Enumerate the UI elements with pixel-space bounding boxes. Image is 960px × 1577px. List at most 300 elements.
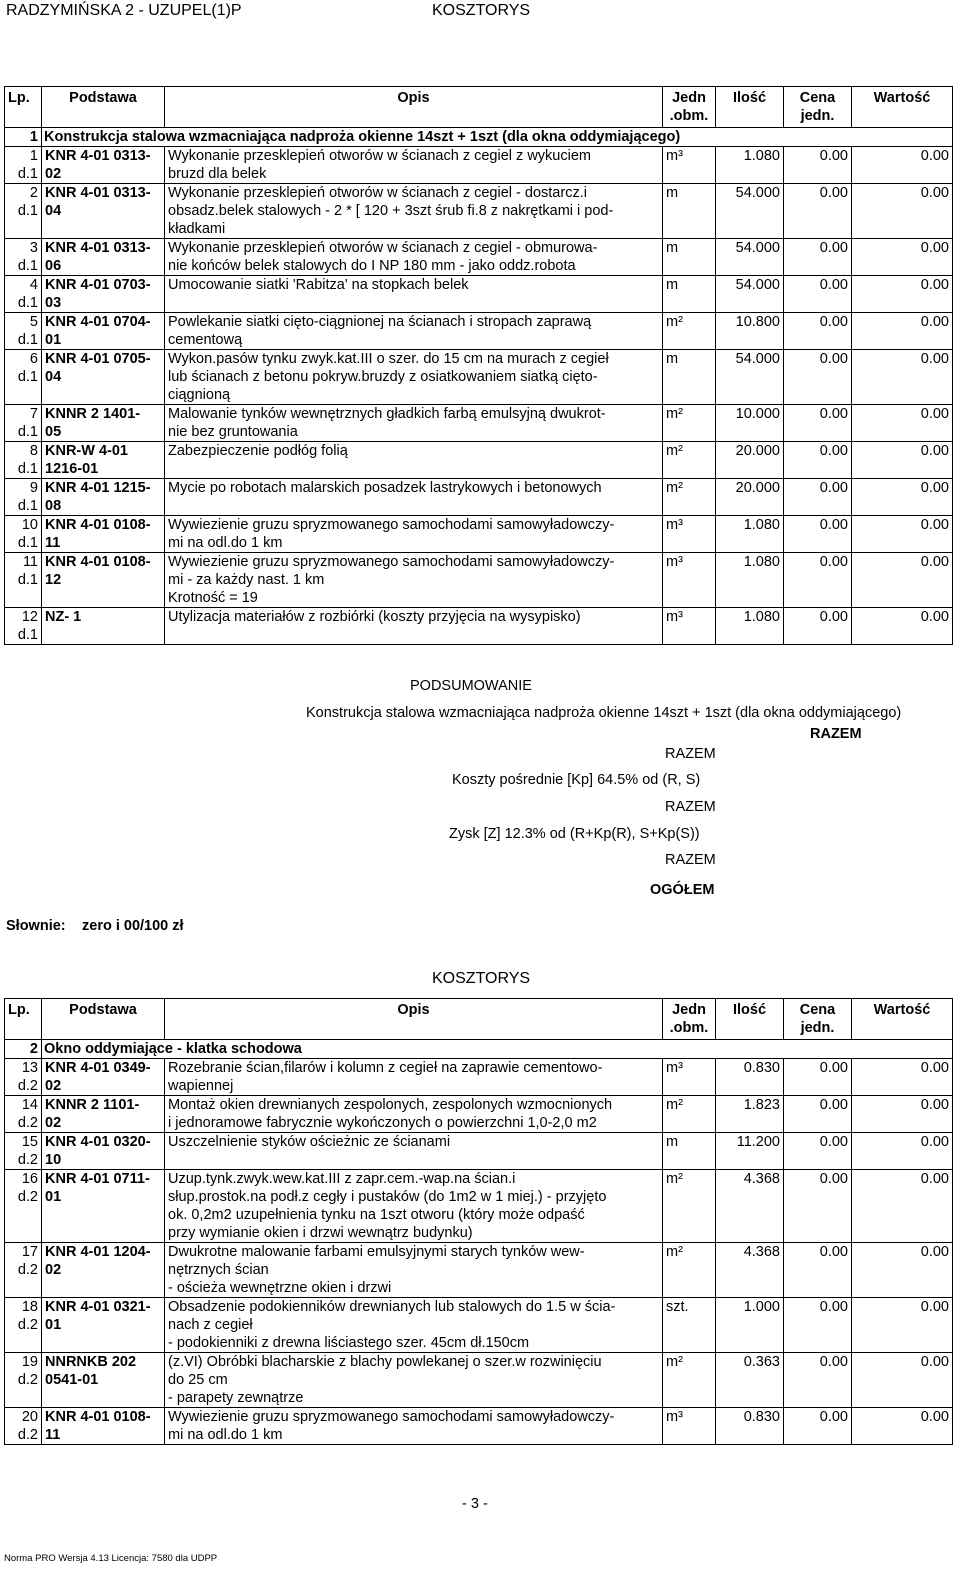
description-line: słup.prostok.na podł.z cegły i pustaków (do 1m2 w 1 miej.) - przyjęto: [168, 1189, 607, 1205]
row-number: 5: [29, 314, 38, 330]
description-cell: [165, 479, 663, 516]
row-number: 3: [29, 240, 38, 256]
basis-cell: [42, 1059, 165, 1096]
section-row: [5, 1040, 953, 1059]
row-section-ref: d.1: [17, 424, 38, 440]
description-line: przy wymianie okien i drzwi wewnątrz budynku): [168, 1225, 473, 1241]
row-section-ref: d.1: [17, 295, 38, 311]
row-number: 20: [21, 1409, 38, 1425]
quantity-cell: 1.080: [716, 553, 784, 608]
description-cell: [165, 1298, 663, 1353]
value-cell: 0.00: [852, 1133, 953, 1170]
value-cell: 0.00: [852, 147, 953, 184]
value-cell: 0.00: [852, 184, 953, 239]
unit-cell: m³: [663, 516, 716, 553]
basis-cell: [42, 1170, 165, 1243]
col-podstawa: Podstawa: [42, 999, 165, 1040]
row-number: 19: [21, 1354, 38, 1370]
row-number: 15: [21, 1134, 38, 1150]
page-number: - 3 -: [462, 1496, 488, 1512]
row-number: 13: [21, 1060, 38, 1076]
row-section-ref: d.1: [17, 535, 38, 551]
col-wartosc: Wartość: [852, 87, 953, 128]
section-title: Okno oddymiające - klatka schodowa: [42, 1040, 953, 1059]
col-podstawa: Podstawa: [42, 87, 165, 128]
description-line: Wywiezienie gruzu spryzmowanego samochodami samowyładowczy-: [168, 554, 615, 570]
unit-cell: m²: [663, 313, 716, 350]
basis-code: NZ- 1: [45, 609, 82, 625]
table-row: [5, 1170, 953, 1243]
row-number: 12: [21, 609, 38, 625]
description-line: lub ścianach z betonu pokryw.bruzdy z osiatkowaniem siatką cięto-: [168, 369, 598, 385]
basis-code-suffix: 11: [45, 535, 61, 551]
unit-cell: m: [663, 350, 716, 405]
quantity-cell: 20.000: [716, 479, 784, 516]
unit-cell: m: [663, 184, 716, 239]
description-line: Umocowanie siatki 'Rabitza' na stopkach belek: [168, 277, 469, 293]
basis-code-suffix: 12: [45, 572, 62, 588]
basis-code: KNR 4-01 1204-: [45, 1244, 151, 1260]
row-number-cell: [5, 1170, 42, 1243]
table-row: [5, 1298, 953, 1353]
table-row: [5, 1408, 953, 1445]
description-line: i jednoramowe fabrycznie wykończonych o powierzchni 1,0-2,0 m2: [168, 1115, 597, 1131]
basis-code: KNNR 2 1401-: [45, 406, 141, 422]
row-number: 7: [29, 406, 38, 422]
table-row: [5, 1096, 953, 1133]
row-number-cell: [5, 350, 42, 405]
description-cell: [165, 442, 663, 479]
col-opis: Opis: [165, 87, 663, 128]
basis-code-suffix: 04: [45, 369, 62, 385]
table-header-row: [5, 87, 953, 128]
unit-price-cell: 0.00: [784, 1133, 852, 1170]
description-cell: [165, 516, 663, 553]
row-number-cell: [5, 276, 42, 313]
unit-cell: m²: [663, 1243, 716, 1298]
table-row: [5, 239, 953, 276]
quantity-cell: 0.830: [716, 1408, 784, 1445]
row-number: 8: [29, 443, 38, 459]
unit-price-cell: 0.00: [784, 1298, 852, 1353]
description-line: ciągnioną: [168, 387, 231, 403]
row-number-cell: [5, 1243, 42, 1298]
basis-cell: [42, 1243, 165, 1298]
summary-title: PODSUMOWANIE: [410, 678, 532, 694]
value-cell: 0.00: [852, 479, 953, 516]
quantity-cell: 0.830: [716, 1059, 784, 1096]
row-number: 6: [29, 351, 38, 367]
unit-cell: m: [663, 276, 716, 313]
basis-code-suffix: 02: [45, 1078, 62, 1094]
row-section-ref: d.1: [17, 572, 38, 588]
col-ilosc: Ilość: [716, 87, 784, 128]
row-number-cell: [5, 184, 42, 239]
basis-code: KNR 4-01 0703-: [45, 277, 151, 293]
description-cell: [165, 184, 663, 239]
description-cell: [165, 1170, 663, 1243]
value-cell: 0.00: [852, 1170, 953, 1243]
basis-code-suffix: 02: [45, 1262, 62, 1278]
basis-code-suffix: 01: [45, 332, 62, 348]
unit-price-cell: 0.00: [784, 1170, 852, 1243]
document-type-2: KOSZTORYS: [432, 970, 531, 987]
value-cell: 0.00: [852, 1059, 953, 1096]
basis-code: KNR 4-01 0321-: [45, 1299, 151, 1315]
row-section-ref: d.2: [17, 1317, 38, 1333]
description-cell: [165, 313, 663, 350]
value-cell: 0.00: [852, 239, 953, 276]
summary-razem-2: RAZEM: [665, 799, 716, 815]
document-type: KOSZTORYS: [432, 2, 531, 19]
unit-price-cell: 0.00: [784, 1408, 852, 1445]
slownie-label: Słownie:: [6, 918, 66, 934]
basis-code: KNR 4-01 0711-: [45, 1171, 150, 1187]
unit-cell: m²: [663, 405, 716, 442]
row-section-ref: d.1: [17, 166, 38, 182]
description-line: Wywiezienie gruzu spryzmowanego samochodami samowyładowczy-: [168, 1409, 615, 1425]
unit-price-cell: 0.00: [784, 1096, 852, 1133]
summary-ogolem: OGÓŁEM: [650, 882, 715, 898]
basis-code-suffix: 06: [45, 258, 62, 274]
row-number-cell: [5, 1353, 42, 1408]
footer-note: Norma PRO Wersja 4.13 Licencja: 7580 dla UDPP: [4, 1553, 218, 1564]
row-number-cell: [5, 147, 42, 184]
description-cell: [165, 608, 663, 645]
basis-cell: [42, 553, 165, 608]
value-cell: 0.00: [852, 276, 953, 313]
summary-subtitle: Konstrukcja stalowa wzmacniająca nadproża okienne 14szt + 1szt (dla okna oddymiającego): [306, 705, 902, 721]
description-line: obsadz.belek stalowych - 2 * [ 120 + 3szt śrub fi.8 z nakrętkami i pod-: [168, 203, 614, 219]
table-row: [5, 350, 953, 405]
unit-price-cell: 0.00: [784, 608, 852, 645]
row-number-cell: [5, 553, 42, 608]
description-line: Obsadzenie podokienników drewnianych lub stalowych do 1.5 w ścia-: [168, 1299, 616, 1315]
description-line: bruzd dla belek: [168, 166, 267, 182]
row-number-cell: [5, 1096, 42, 1133]
unit-price-cell: 0.00: [784, 405, 852, 442]
col-cena: Cena jedn.: [784, 999, 852, 1040]
basis-code: KNR 4-01 0320-: [45, 1134, 151, 1150]
col-jedn: Jedn .obm.: [663, 87, 716, 128]
basis-code-suffix: 01: [45, 1189, 62, 1205]
row-section-ref: d.2: [17, 1372, 38, 1388]
description-line: Dwukrotne malowanie farbami emulsyjnymi starych tynków wew-: [168, 1244, 585, 1260]
row-section-ref: d.1: [17, 332, 38, 348]
basis-code-suffix: 02: [45, 166, 62, 182]
unit-price-cell: 0.00: [784, 184, 852, 239]
unit-cell: m³: [663, 1059, 716, 1096]
value-cell: 0.00: [852, 442, 953, 479]
table-row: [5, 1059, 953, 1096]
col-lp: Lp.: [5, 999, 42, 1040]
basis-code: KNR 4-01 0108-: [45, 554, 151, 570]
quantity-cell: 54.000: [716, 350, 784, 405]
row-section-ref: d.1: [17, 369, 38, 385]
quantity-cell: 1.080: [716, 516, 784, 553]
row-number-cell: [5, 1133, 42, 1170]
unit-price-cell: 0.00: [784, 442, 852, 479]
row-section-ref: d.2: [17, 1262, 38, 1278]
table-row: [5, 479, 953, 516]
description-line: Powlekanie siatki cięto-ciągnionej na ścianach i stropach zaprawą: [168, 314, 592, 330]
unit-cell: m²: [663, 1353, 716, 1408]
basis-cell: [42, 184, 165, 239]
basis-cell: [42, 1408, 165, 1445]
basis-code-suffix: 01: [45, 1317, 62, 1333]
basis-code: KNR 4-01 0108-: [45, 1409, 151, 1425]
description-cell: [165, 1353, 663, 1408]
table-row: [5, 1243, 953, 1298]
row-number-cell: [5, 239, 42, 276]
basis-code-suffix: 03: [45, 295, 62, 311]
description-line: Wywiezienie gruzu spryzmowanego samochodami samowyładowczy-: [168, 517, 615, 533]
basis-code-suffix: 11: [45, 1427, 61, 1443]
unit-cell: m²: [663, 479, 716, 516]
quantity-cell: 11.200: [716, 1133, 784, 1170]
basis-cell: [42, 147, 165, 184]
row-number-cell: [5, 1059, 42, 1096]
description-cell: [165, 1133, 663, 1170]
unit-price-cell: 0.00: [784, 276, 852, 313]
unit-price-cell: 0.00: [784, 553, 852, 608]
description-cell: [165, 405, 663, 442]
description-line: mi na odl.do 1 km: [168, 1427, 283, 1443]
description-line: Montaż okien drewnianych zespolonych, zespolonych wzmocnionych: [168, 1097, 613, 1113]
row-number: 18: [21, 1299, 38, 1315]
unit-price-cell: 0.00: [784, 1243, 852, 1298]
basis-code: KNR 4-01 0313-: [45, 148, 151, 164]
description-line: Zabezpieczenie podłóg folią: [168, 443, 348, 459]
basis-cell: [42, 350, 165, 405]
row-number: 4: [29, 277, 38, 293]
summary-razem-1: RAZEM: [665, 746, 716, 762]
value-cell: 0.00: [852, 350, 953, 405]
description-cell: [165, 1243, 663, 1298]
quantity-cell: 20.000: [716, 442, 784, 479]
row-section-ref: d.2: [17, 1152, 38, 1168]
unit-cell: m³: [663, 608, 716, 645]
section-row: [5, 128, 953, 147]
cost-table-2: [4, 998, 953, 1445]
basis-code-suffix: 1216-01: [45, 461, 99, 477]
unit-cell: m²: [663, 1096, 716, 1133]
row-section-ref: d.1: [17, 461, 38, 477]
row-number: 9: [29, 480, 38, 496]
value-cell: 0.00: [852, 608, 953, 645]
table-row: [5, 405, 953, 442]
basis-cell: [42, 516, 165, 553]
row-number: 17: [21, 1244, 38, 1260]
row-number-cell: [5, 1408, 42, 1445]
row-number-cell: [5, 442, 42, 479]
description-line: - parapety zewnątrze: [168, 1390, 304, 1406]
basis-code: KNR 4-01 0704-: [45, 314, 151, 330]
quantity-cell: 1.000: [716, 1298, 784, 1353]
col-jedn: Jedn .obm.: [663, 999, 716, 1040]
section-number: 1: [5, 128, 42, 147]
table-row: [5, 1353, 953, 1408]
basis-cell: [42, 405, 165, 442]
unit-price-cell: 0.00: [784, 313, 852, 350]
slownie-value: zero i 00/100 zł: [82, 918, 184, 934]
description-line: Uszczelnienie styków ościeżnic ze ścianami: [168, 1134, 451, 1150]
row-number-cell: [5, 608, 42, 645]
col-cena: Cena jedn.: [784, 87, 852, 128]
table-row: [5, 147, 953, 184]
unit-price-cell: 0.00: [784, 147, 852, 184]
basis-cell: [42, 1133, 165, 1170]
section-title: Konstrukcja stalowa wzmacniająca nadproża okienne 14szt + 1szt (dla okna oddymiającego): [42, 128, 953, 147]
description-cell: [165, 553, 663, 608]
row-number: 11: [22, 554, 38, 570]
description-line: Rozebranie ścian,filarów i kolumn z cegieł na zaprawie cementowo-: [168, 1060, 603, 1076]
quantity-cell: 10.000: [716, 405, 784, 442]
description-line: nie bez gruntowania: [168, 424, 298, 440]
value-cell: 0.00: [852, 516, 953, 553]
description-line: Utylizacja materiałów z rozbiórki (koszty przyjęcia na wysypisko): [168, 609, 581, 625]
row-number-cell: [5, 479, 42, 516]
basis-code: KNR 4-01 0313-: [45, 240, 151, 256]
unit-cell: m³: [663, 147, 716, 184]
col-wartosc: Wartość: [852, 999, 953, 1040]
description-line: nach z cegieł: [168, 1317, 253, 1333]
table-row: [5, 184, 953, 239]
basis-code-suffix: 05: [45, 424, 62, 440]
unit-cell: m²: [663, 1170, 716, 1243]
document-title: RADZYMIŃSKA 2 - UZUPEL(1)P: [6, 2, 242, 19]
description-line: nętrznych ścian: [168, 1262, 269, 1278]
value-cell: 0.00: [852, 405, 953, 442]
value-cell: 0.00: [852, 1243, 953, 1298]
row-number-cell: [5, 516, 42, 553]
description-line: - ościeża wewnętrzne okien i drzwi: [168, 1280, 392, 1296]
description-line: Wykonanie przesklepień otworów w ścianach z cegiel z wykuciem: [168, 148, 591, 164]
section-number: 2: [5, 1040, 42, 1059]
basis-cell: [42, 313, 165, 350]
description-line: nie końców belek stalowych do I NP 180 mm - jako oddz.robota: [168, 258, 576, 274]
basis-code-suffix: 10: [45, 1152, 62, 1168]
quantity-cell: 4.368: [716, 1243, 784, 1298]
basis-code-suffix: 04: [45, 203, 62, 219]
description-line: Malowanie tynków wewnętrznych gładkich farbą emulsyjną dwukrot-: [168, 406, 606, 422]
basis-code: KNR 4-01 1215-: [45, 480, 151, 496]
description-line: do 25 cm: [168, 1372, 228, 1388]
unit-cell: szt.: [663, 1298, 716, 1353]
description-line: wapiennej: [168, 1078, 234, 1094]
table-row: [5, 553, 953, 608]
description-line: Wykonanie przesklepień otworów w ścianach z cegiel - obmurowa-: [168, 240, 598, 256]
unit-cell: m³: [663, 553, 716, 608]
unit-price-cell: 0.00: [784, 516, 852, 553]
table-row: [5, 608, 953, 645]
summary-razem-3: RAZEM: [665, 852, 716, 868]
basis-code: KNR-W 4-01: [45, 443, 128, 459]
description-line: Mycie po robotach malarskich posadzek lastrykowych i betonowych: [168, 480, 602, 496]
basis-cell: [42, 1096, 165, 1133]
value-cell: 0.00: [852, 1096, 953, 1133]
description-line: Wykon.pasów tynku zwyk.kat.III o szer. do 15 cm na murach z cegieł: [168, 351, 609, 367]
unit-price-cell: 0.00: [784, 239, 852, 276]
row-number: 1: [29, 148, 38, 164]
description-line: ok. 0,2m2 uzupełnienia tynku na 1szt otworu (który może odpaść: [168, 1207, 585, 1223]
unit-cell: m: [663, 1133, 716, 1170]
cost-table-1: [4, 86, 953, 645]
basis-cell: [42, 608, 165, 645]
description-cell: [165, 147, 663, 184]
description-line: cementową: [168, 332, 243, 348]
row-number-cell: [5, 1298, 42, 1353]
row-number: 10: [21, 517, 38, 533]
col-opis: Opis: [165, 999, 663, 1040]
quantity-cell: 4.368: [716, 1170, 784, 1243]
row-section-ref: d.1: [17, 498, 38, 514]
row-section-ref: d.2: [17, 1189, 38, 1205]
unit-price-cell: 0.00: [784, 1353, 852, 1408]
quantity-cell: 54.000: [716, 184, 784, 239]
col-lp: Lp.: [5, 87, 42, 128]
quantity-cell: 54.000: [716, 276, 784, 313]
basis-code-suffix: 08: [45, 498, 62, 514]
description-line: kładkami: [168, 221, 226, 237]
row-section-ref: d.1: [17, 258, 38, 274]
table-row: [5, 516, 953, 553]
unit-price-cell: 0.00: [784, 1059, 852, 1096]
basis-code: KNR 4-01 0313-: [45, 185, 151, 201]
value-cell: 0.00: [852, 1353, 953, 1408]
unit-cell: m: [663, 239, 716, 276]
summary-kp: Koszty pośrednie [Kp] 64.5% od (R, S): [452, 772, 701, 788]
value-cell: 0.00: [852, 1298, 953, 1353]
description-cell: [165, 239, 663, 276]
description-line: Uzup.tynk.zwyk.wew.kat.III z zapr.cem.-wap.na ścian.i: [168, 1171, 516, 1187]
description-cell: [165, 1096, 663, 1133]
table-row: [5, 313, 953, 350]
unit-price-cell: 0.00: [784, 479, 852, 516]
row-section-ref: d.1: [17, 627, 38, 643]
basis-cell: [42, 442, 165, 479]
table-header-row: [5, 999, 953, 1040]
row-section-ref: d.2: [17, 1115, 38, 1131]
value-cell: 0.00: [852, 553, 953, 608]
basis-code: NNRNKB 202: [45, 1354, 137, 1370]
description-cell: [165, 276, 663, 313]
basis-cell: [42, 1298, 165, 1353]
quantity-cell: 54.000: [716, 239, 784, 276]
basis-code-suffix: 02: [45, 1115, 62, 1131]
table-row: [5, 276, 953, 313]
basis-code: KNR 4-01 0349-: [45, 1060, 151, 1076]
basis-code-suffix: 0541-01: [45, 1372, 99, 1388]
quantity-cell: 0.363: [716, 1353, 784, 1408]
description-line: (z.VI) Obróbki blacharskie z blachy powlekanej o szer.w rozwinięciu: [168, 1354, 602, 1370]
row-section-ref: d.2: [17, 1078, 38, 1094]
description-line: Wykonanie przesklepień otworów w ścianach z cegiel - dostarcz.i: [168, 185, 587, 201]
basis-code: KNNR 2 1101-: [45, 1097, 140, 1113]
row-number: 14: [21, 1097, 38, 1113]
unit-cell: m²: [663, 442, 716, 479]
basis-cell: [42, 276, 165, 313]
value-cell: 0.00: [852, 1408, 953, 1445]
basis-cell: [42, 1353, 165, 1408]
row-section-ref: d.1: [17, 203, 38, 219]
description-cell: [165, 350, 663, 405]
quantity-cell: 10.800: [716, 313, 784, 350]
basis-cell: [42, 239, 165, 276]
value-cell: 0.00: [852, 313, 953, 350]
basis-code: KNR 4-01 0108-: [45, 517, 151, 533]
description-line: Krotność = 19: [168, 590, 258, 606]
